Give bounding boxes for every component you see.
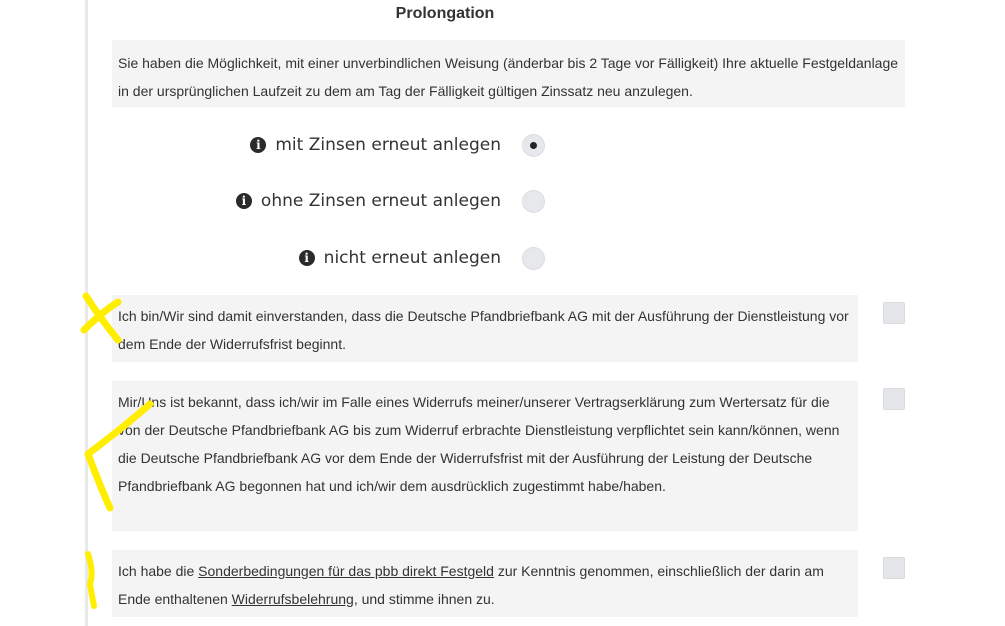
info-circle-icon[interactable]: i (299, 250, 315, 266)
radio-option-label: ohne Zinsen erneut anlegen (260, 191, 501, 211)
consent-text-middle: zur Kenntnis genommen, einschließlich der darin am Ende enthaltenen (118, 563, 824, 607)
consent-text: Mir/Uns ist bekannt, dass ich/wir im Falle eines Widerrufs meiner/unserer Vertragserklärung zum Wertersatz für die von der Deutsche Pfandbriefbank AG bis zum Widerruf erbrachte Dienstleistung verpflichtet sein kann/können, wenn die Deutsche Pfandbriefbank AG vor dem Ende der Widerrufsfrist mit der Ausführung der Leistung der Deutsche Pfandbriefbank AG begonnen hat und ich/wir dem ausdrücklich zugestimmt habe/haben. (118, 394, 840, 494)
special-conditions-link[interactable]: Sonderbedingungen für das pbb direkt Festgeld (198, 563, 494, 579)
radio-button-mit-zinsen[interactable] (522, 134, 545, 157)
yellow-x-mark (78, 288, 128, 348)
consent-checkbox-compensation[interactable] (883, 388, 905, 410)
consent-text-after: , und stimme ihnen zu. (353, 591, 495, 607)
intro-text: Sie haben die Möglichkeit, mit einer unverbindlichen Weisung (änderbar bis 2 Tage vor Fälligkeit) Ihre aktuelle Festgeldanlage in der ursprünglichen Laufzeit zu dem am Tag der Fälligkeit gültigen Zinssatz neu anzulegen. (118, 55, 899, 99)
consent-checkbox-special-conditions[interactable] (883, 557, 905, 579)
radio-option-label: nicht erneut anlegen (323, 248, 501, 268)
yellow-bracket-mark (80, 550, 104, 610)
consent-box-special-conditions (112, 550, 858, 617)
radio-option-nicht-anlegen[interactable] (100, 243, 545, 273)
radio-button-nicht-anlegen[interactable] (522, 247, 545, 270)
info-circle-icon[interactable]: i (250, 137, 266, 153)
consent-checkbox-early-execution[interactable] (883, 302, 905, 324)
section-title: Prolongation (395, 5, 495, 22)
consent-box-compensation (112, 381, 858, 531)
info-circle-icon[interactable]: i (236, 193, 252, 209)
consent-box-early-execution (112, 295, 858, 362)
intro-info-box (112, 40, 905, 107)
yellow-check-mark (80, 396, 160, 516)
withdrawal-notice-link[interactable]: Widerrufsbelehrung (231, 591, 354, 607)
radio-option-ohne-zinsen[interactable] (100, 186, 545, 216)
radio-option-mit-zinsen[interactable] (100, 130, 545, 160)
consent-text: Ich bin/Wir sind damit einverstanden, dass die Deutsche Pfandbriefbank AG mit der Ausführung der Dienstleistung vor dem Ende der Widerrufsfrist beginnt. (118, 308, 849, 352)
radio-button-ohne-zinsen[interactable] (522, 190, 545, 213)
consent-text-before: Ich habe die (118, 563, 199, 579)
radio-option-label: mit Zinsen erneut anlegen (275, 135, 501, 155)
